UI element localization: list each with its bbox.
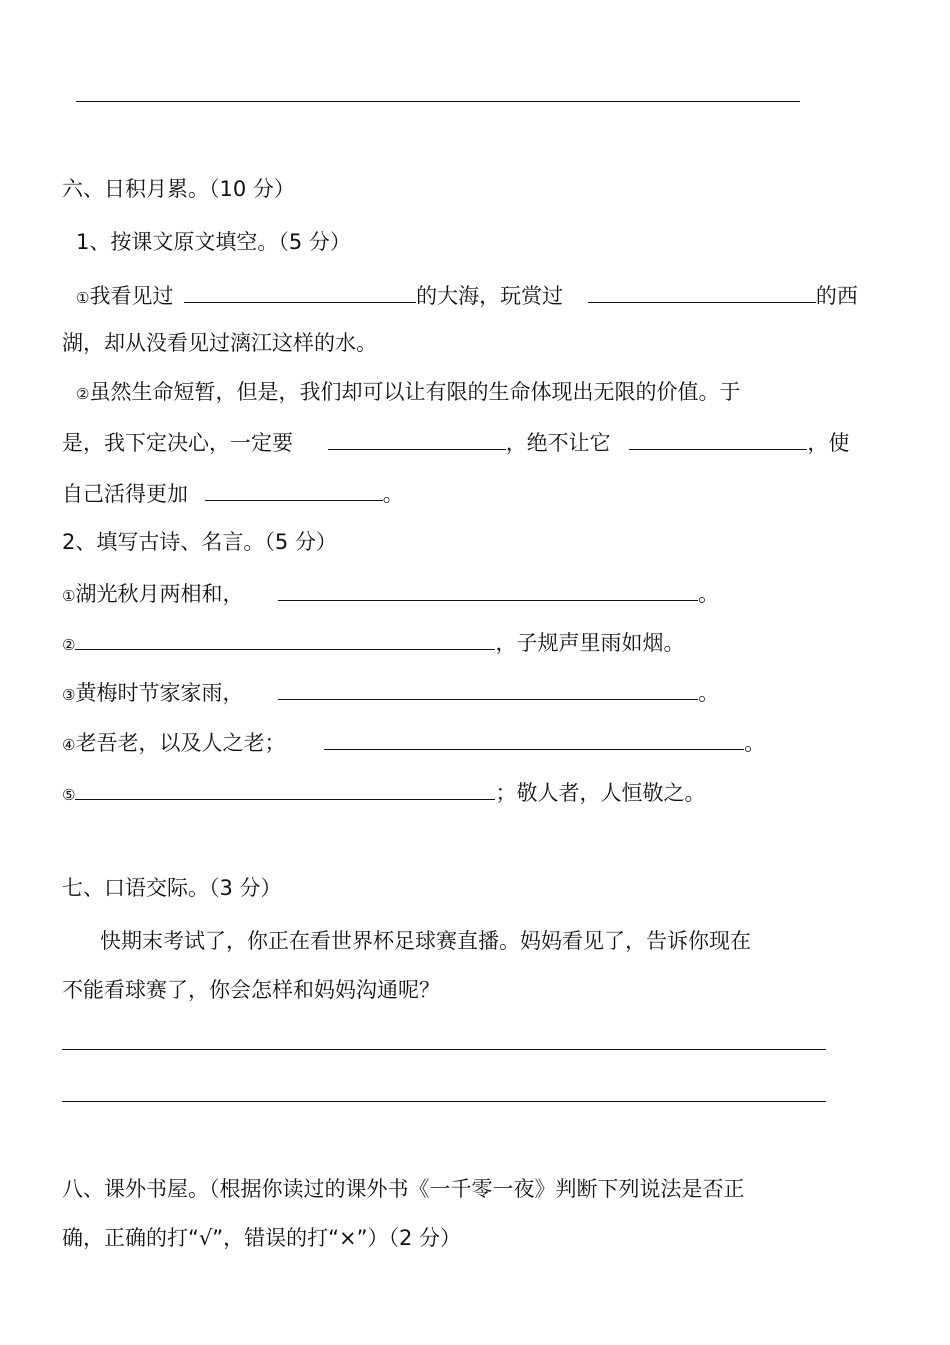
q1-b-text: 虽然生命短暂，但是，我们却可以让有限的生命体现出无限的价值。于 [89,380,741,404]
section-8-line1: 八、课外书屋。（根据你读过的课外书《一千零一夜》判断下列说法是否正 [62,1177,745,1201]
poem-4 [62,727,765,759]
section-6-title: 六、日积月累。（10 分） [62,177,295,201]
poem-5-number: ⑤ [62,786,76,804]
q1-b-line1 [76,378,740,408]
q1-a-blank-2[interactable] [588,280,816,303]
answer-line-top[interactable] [76,101,800,102]
q1-b-line3 [62,478,404,508]
q1-a-line2: 湖，却从没看见过漓江这样的水。 [62,331,377,355]
answer-line-1[interactable] [62,1049,826,1050]
q1-b-line3-text: 自己活得更加 [62,482,188,506]
poem-3-blank[interactable] [278,677,698,700]
q2-title: 2、填写古诗、名言。（5 分） [62,530,337,554]
answer-line-2[interactable] [62,1101,826,1102]
poem-1-end: 。 [698,582,720,606]
q1-a-number: ① [76,289,90,307]
q1-a-post: 的西 [815,284,858,308]
poem-5-blank[interactable] [75,777,495,800]
poem-1 [62,578,719,610]
poem-1-number: ① [62,587,76,605]
poem-2 [62,627,684,659]
poem-3-end: 。 [698,681,720,705]
q1-a-mid: 的大海，玩赏过 [416,284,564,308]
section-7-prompt-line1: 快期末考试了，你正在看世界杯足球赛直播。妈妈看见了，告诉你现在 [100,929,751,953]
section-7-title: 七、口语交际。（3 分） [62,876,282,900]
q1-b-pre: 是，我下定决心，一定要 [62,431,293,455]
q1-b-blank-1[interactable] [328,427,506,450]
q1-b-post: ，使 [807,431,850,455]
poem-4-number: ④ [62,736,76,754]
poem-5 [62,777,705,809]
poem-3-number: ③ [62,686,76,704]
q1-b-blank-2[interactable] [629,427,807,450]
poem-4-text: 老吾老，以及人之老； [75,731,286,755]
q1-b-blank-3[interactable] [205,478,383,501]
poem-2-text: ，子规声里雨如烟。 [495,631,685,655]
q1-title: 1、按课文原文填空。（5 分） [76,230,351,254]
poem-2-blank[interactable] [75,627,495,650]
q1-b-mid: ，绝不让它 [505,431,611,455]
poem-3-text: 黄梅时节家家雨， [75,681,244,705]
q1-a-blank-1[interactable] [184,280,416,303]
q1-b-line2 [62,427,849,457]
section-7-prompt-line2: 不能看球赛了，你会怎样和妈妈沟通呢？ [62,978,440,1002]
poem-4-blank[interactable] [324,727,744,750]
section-8-line2: 确，正确的打“√”，错误的打“×”）（2 分） [62,1226,462,1250]
q1-b-number: ② [76,385,90,403]
poem-3 [62,677,719,709]
q1-b-end: 。 [382,482,404,506]
q1-a-line1 [76,280,858,312]
q1-a-pre: 我看见过 [89,284,174,308]
poem-1-blank[interactable] [278,578,698,601]
poem-4-end: 。 [744,731,766,755]
poem-1-text: 湖光秋月两相和， [75,582,244,606]
poem-2-number: ② [62,636,76,654]
poem-5-text: ；敬人者，人恒敬之。 [495,781,706,805]
